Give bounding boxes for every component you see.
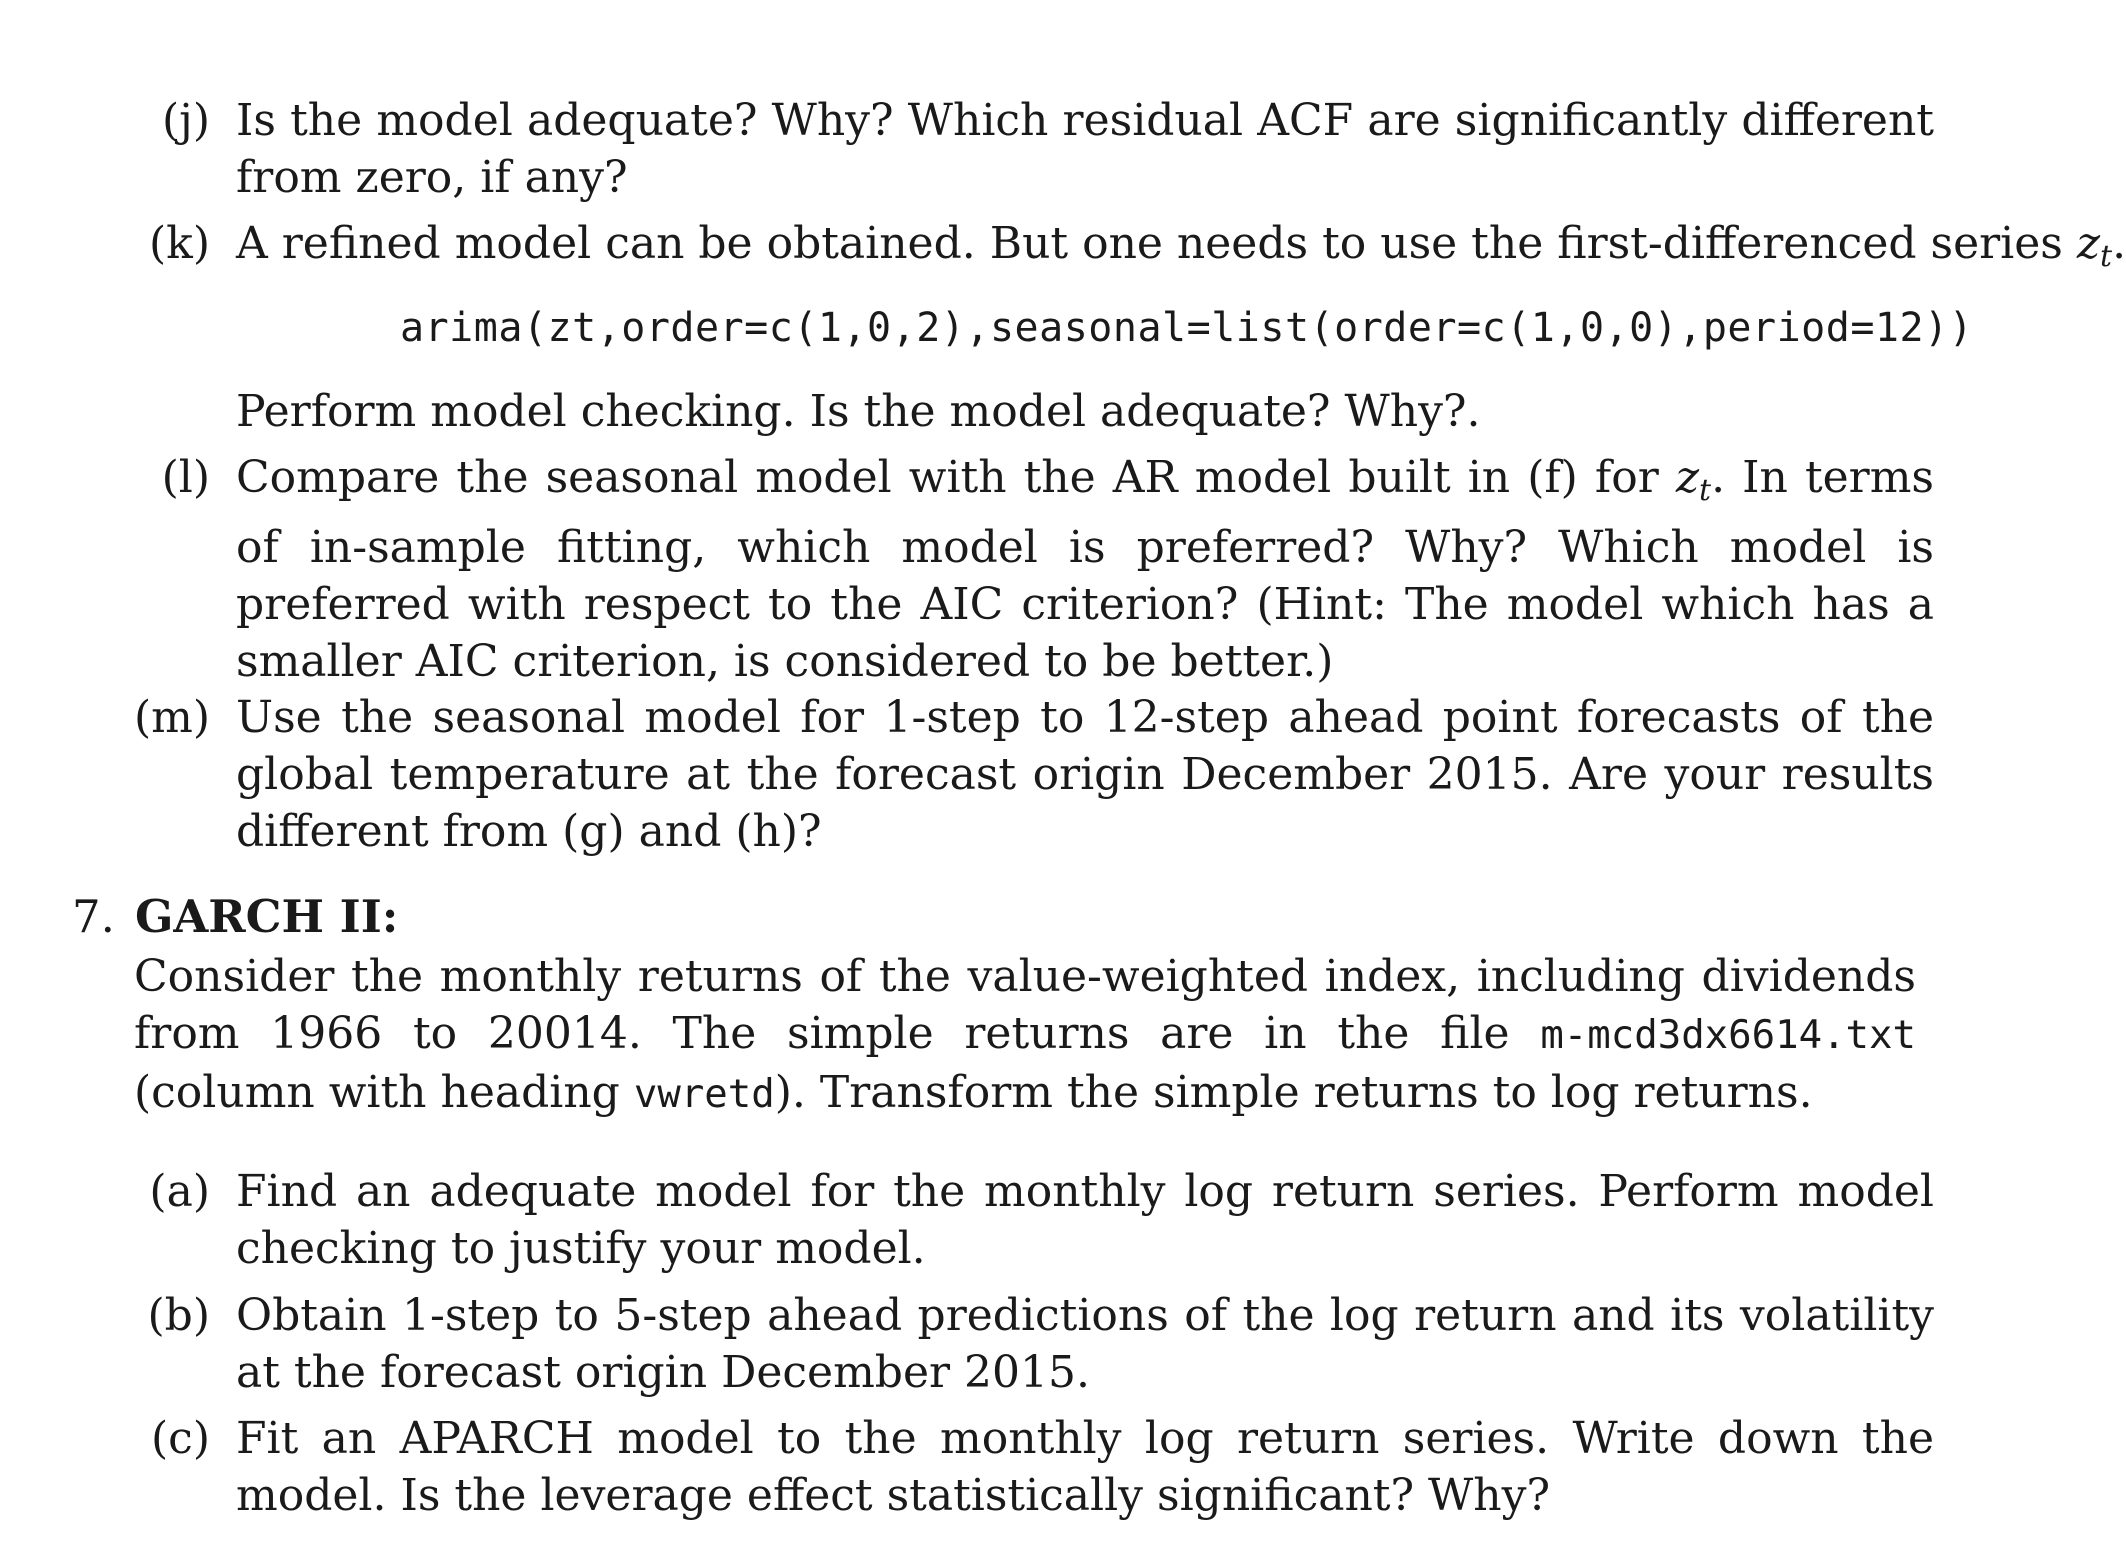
- question-text-j: Is the model adequate? Why? Which residual ACF are significantly different from zero, if any?: [236, 95, 1934, 203]
- question-label-b: (b): [147, 1290, 210, 1341]
- question-label-k: (k): [149, 218, 210, 269]
- question-text-k-end: .: [2112, 218, 2126, 269]
- question-text-l-after: . In terms of in-sample fitting, which model is preferred? Why? Which model is preferred with respect to the AIC criterion? (Hint: The model which has a smaller AIC criterion, is considered to be better.): [236, 452, 1935, 687]
- question-text-b: Obtain 1-step to 5-step ahead predictions of the log return and its volatility at the forecast origin December 2015.: [236, 1290, 1934, 1398]
- question-text-m: Use the seasonal model for 1-step to 12-step ahead point forecasts of the global temperature at the forecast origin December 2015. Are your results different from (g) and (h)?: [236, 692, 1934, 857]
- section-intro: [134, 948, 1916, 1123]
- question-label-a: (a): [149, 1166, 210, 1217]
- math-subscript-t-l: t: [1699, 473, 1712, 508]
- section-title: GARCH II:: [134, 890, 399, 943]
- question-k-followup-text: Perform model checking. Is the model adequate? Why?.: [236, 386, 1481, 437]
- code-block-arima: arima(zt,order=c(1,0,2),seasonal=list(order=c(1,0,0),period=12)): [400, 305, 1974, 351]
- question-text-l: [236, 449, 1934, 690]
- math-variable-z: z: [2076, 218, 2101, 269]
- intro-text-3: ). Transform the simple returns to log returns.: [774, 1067, 1813, 1118]
- question-label-l: (l): [161, 452, 210, 503]
- column-name: vwretd: [633, 1072, 775, 1117]
- math-variable-z-l: z: [1675, 452, 1700, 503]
- math-subscript-t: t: [2100, 239, 2113, 274]
- intro-text-1: Consider the monthly returns of the value-weighted index, including dividends from 1966 to 20014. The simple returns are in the file: [134, 951, 1916, 1059]
- question-text-c: Fit an APARCH model to the monthly log return series. Write down the model. Is the leverage effect statistically significant? Why?: [236, 1413, 1934, 1521]
- question-text-k-main: A refined model can be obtained. But one needs to use the first-differenced series: [236, 218, 2063, 269]
- question-text-a: Find an adequate model for the monthly log return series. Perform model checking to justify your model.: [236, 1166, 1934, 1274]
- file-name: m-mcd3dx6614.txt: [1540, 1013, 1916, 1058]
- question-label-j: (j): [162, 95, 210, 146]
- question-text-k: [236, 215, 2126, 285]
- question-label-m: (m): [133, 692, 210, 743]
- section-number: 7.: [72, 890, 115, 943]
- section-heading: [72, 888, 398, 945]
- question-label-c: (c): [151, 1413, 210, 1464]
- intro-text-2: (column with heading: [134, 1067, 620, 1118]
- question-text-l-before: Compare the seasonal model with the AR model built in (f) for: [236, 452, 1659, 503]
